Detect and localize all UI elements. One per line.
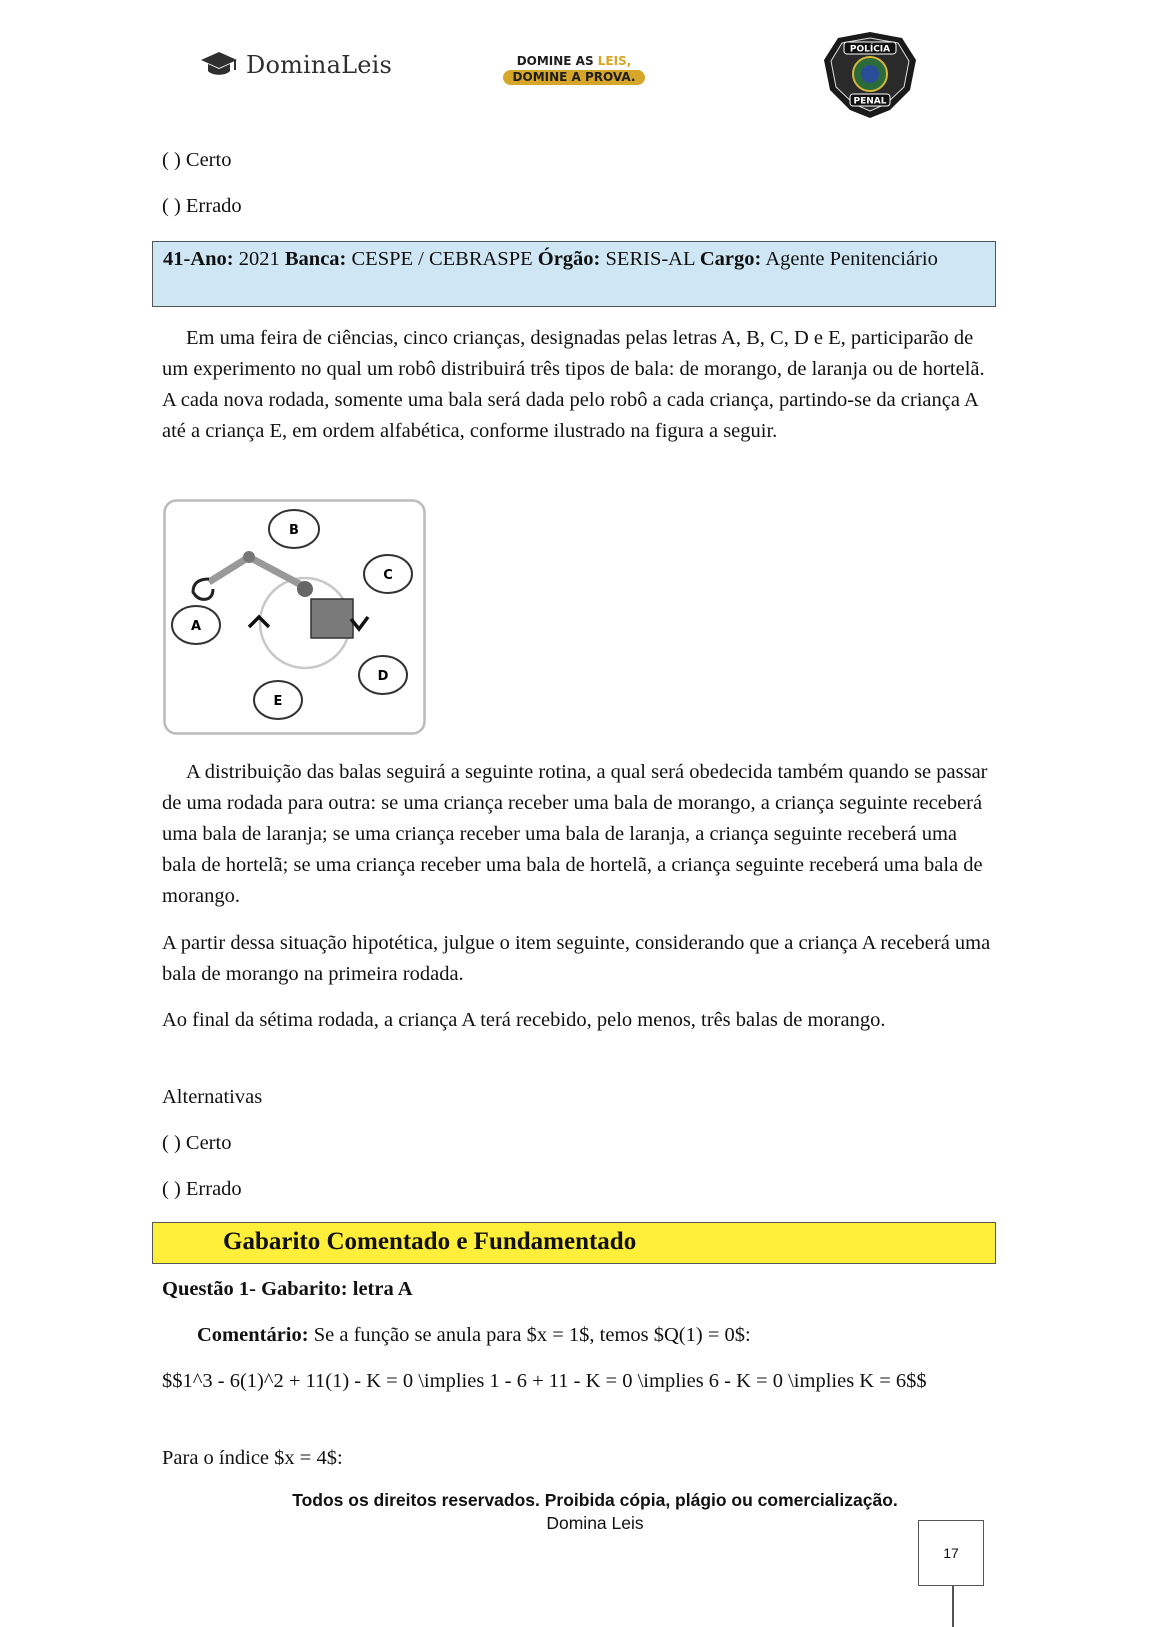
banca-label: Banca:: [284, 248, 347, 270]
q1-answer-title: Questão 1- Gabarito: letra A: [162, 1278, 413, 1300]
page-number: 17: [918, 1520, 984, 1586]
badge-top-text: POLÍCIA: [849, 44, 891, 55]
slogan-line2: DOMINE A PROVA.: [503, 70, 646, 85]
slogan-line1: DOMINE AS: [516, 54, 598, 68]
alternatives-label: Alternativas: [162, 1086, 263, 1108]
page-line: [952, 1586, 954, 1627]
banca-value: CESPE / CEBRASPE: [346, 248, 538, 270]
ano-value: 2021: [233, 248, 285, 270]
comment-label: Comentário:: [197, 1324, 309, 1346]
graduation-cap-icon: [200, 50, 238, 80]
brand-name: DominaLeis: [246, 51, 393, 79]
figure-label-c: C: [383, 568, 393, 583]
q1-formula: $$1^3 - 6(1)^2 + 11(1) - K = 0 \implies 1 - 6 + 11 - K = 0 \implies 6 - K = 0 \implies K = 6$$: [162, 1370, 927, 1392]
footer-rights: Todos os direitos reservados. Proibida cópia, plágio ou comercialização.: [292, 1490, 898, 1510]
slogan-highlight: LEIS,: [597, 54, 632, 68]
question-intro: Em uma feira de ciências, cinco crianças, designadas pelas letras A, B, C, D e E, participarão de um experimento no qual um robô distribuirá três tipos de bala: de morango, de laranja ou de hortelã. A cada nova rodada, somente uma bala será dada pelo robô a cada criança, partindo-se da criança A até a criança E, em ordem alfabética, conforme ilustrado na figura a seguir.: [162, 327, 985, 442]
cargo-label: Cargo:: [699, 248, 762, 270]
q1-comment: [197, 1320, 997, 1351]
question-hypothesis: A partir dessa situação hipotética, julgue o item seguinte, considerando que a criança A receberá uma bala de morango na primeira rodada.: [162, 932, 991, 985]
robot-distribution-figure: [163, 499, 426, 735]
figure-label-a: A: [190, 619, 202, 634]
orgao-label: Órgão:: [537, 248, 601, 270]
orgao-value: SERIS-AL: [600, 248, 700, 270]
prev-option-certo[interactable]: ( ) Certo: [162, 149, 232, 171]
gabarito-title: Gabarito Comentado e Fundamentado: [152, 1222, 996, 1264]
badge-bottom-text: PENAL: [853, 96, 887, 107]
option-certo[interactable]: ( ) Certo: [162, 1132, 232, 1154]
question-number: 41-: [163, 248, 191, 270]
footer-author: Domina Leis: [546, 1513, 644, 1533]
comment-text: Se a função se anula para $x = 1$, temos $Q(1) = 0$:: [308, 1324, 751, 1346]
question-header: [152, 241, 996, 307]
figure-label-b: B: [289, 523, 299, 538]
policia-penal-badge-icon: [820, 30, 920, 120]
ano-label: Ano:: [190, 248, 234, 270]
cargo-value: Agente Penitenciário: [761, 248, 938, 270]
index-line: Para o índice $x = 4$:: [162, 1447, 343, 1469]
prev-option-errado[interactable]: ( ) Errado: [162, 195, 242, 217]
question-rule: A distribuição das balas seguirá a seguinte rotina, a qual será obedecida também quando se passar de uma rodada para outra: se uma criança receber uma bala de morango, a criança seguinte receberá uma bala de laranja; se uma criança receber uma bala de laranja, a criança seguinte receberá uma bala de hortelã; se uma criança receber uma bala de hortelã, a criança seguinte receberá uma bala de morango.: [162, 761, 988, 907]
figure-label-d: D: [377, 669, 389, 684]
figure-label-e: E: [273, 694, 283, 709]
slogan: [488, 54, 660, 85]
option-errado[interactable]: ( ) Errado: [162, 1178, 242, 1200]
question-item: Ao final da sétima rodada, a criança A terá recebido, pelo menos, três balas de morango.: [162, 1009, 886, 1031]
brand-logo: [200, 50, 392, 80]
